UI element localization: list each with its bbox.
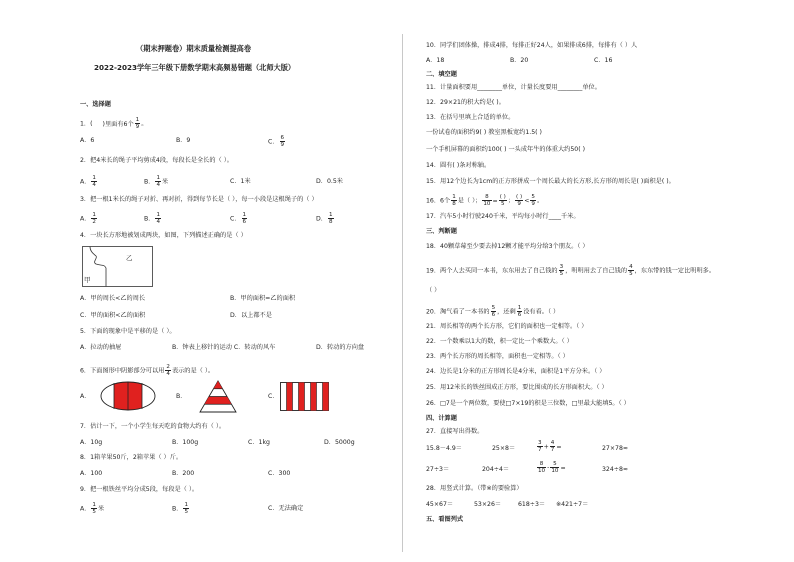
question-5: 5．下面的现象中是平移的是（ ）。: [80, 328, 176, 335]
q1-option-c: C． $\frac{6}{9}$: [268, 135, 285, 148]
question-27: 27．直接写出得数。: [426, 428, 484, 435]
q2-option-b: B． $\frac{1}{4}$ 米: [144, 175, 169, 188]
q5-option-d: D．转动的方向盘: [316, 344, 365, 351]
calc-1b: 25×8＝: [492, 445, 516, 452]
q8-option-c: C．300: [268, 470, 291, 477]
question-7: 7．估计一下，一个小学生每天吃的食物大约有（ ）。: [80, 423, 226, 430]
q4-option-d: D．以上都不是: [230, 312, 272, 319]
section-choice: 一、选择题: [80, 101, 111, 108]
question-8: 8．1箱苹果50斤，2箱苹果（ ）斤。: [80, 454, 183, 461]
question-13: 13．在括号里填上合适的单位。: [426, 114, 515, 121]
calc-2a: 27÷3＝: [426, 466, 450, 473]
q9-option-c: C．无法确定: [268, 505, 304, 512]
question-26: 26．□7是一个两位数，要使□7×19的积是三位数，□里最大能填5。（ ）: [426, 400, 630, 407]
question-10: 10．同学们团体操，排成4排，每排正好24人，如果排成6排，每排有（ ）人: [426, 42, 638, 49]
oval-shaded-figure: [100, 381, 156, 411]
q1-option-b: B．9: [176, 137, 191, 144]
calc-3a: 45×67＝: [426, 501, 454, 508]
q10-option-a: A．18: [426, 57, 445, 64]
q7-option-c: C．1kg: [248, 439, 270, 446]
question-3: 3．把一根1米长的绳子对折、再对折，得到每节长是（ ），每一小段是这根绳子的（ ）: [80, 196, 318, 203]
q6-option-a: A．: [80, 393, 91, 400]
q6-option-c: C．: [268, 393, 279, 400]
divided-rectangle-figure: [82, 246, 154, 288]
section-picture: 五、看图列式: [426, 516, 464, 523]
title-line-2: 2022-2023学年三年级下册数学期末高频易错题（北师大版）: [94, 63, 296, 72]
fraction: $\frac{1}{9}$: [135, 117, 140, 130]
calc-1c: $\frac{3}{7}$ + $\frac{4}{7}$ =: [538, 440, 562, 453]
q7-option-d: D．5000g: [324, 439, 355, 446]
question-16: 16．6个 $\frac{1}{8}$ 是（ ）； $\frac{8}{10}$ = $\frac{( )}{5}$ ； $\frac{( )}{9}$ < $\frac{5}{9}$ 。: [426, 194, 544, 207]
calc-1d: 27×78≈: [602, 445, 629, 452]
q9-option-a: A． $\frac{1}{5}$ 米: [80, 502, 105, 515]
question-22: 22．一个数乘以1大的数，积一定比一个乘数大。（ ）: [426, 338, 573, 345]
calc-2d: 324÷8≈: [602, 466, 629, 473]
q8-option-a: A．100: [80, 470, 103, 477]
q10-option-c: C．16: [594, 57, 613, 64]
q1-option-a: A．6: [80, 137, 95, 144]
q4-option-b: B．甲的面积=乙的面积: [230, 295, 296, 302]
q8-option-b: B．200: [172, 470, 195, 477]
figure-label-jia: 甲: [84, 276, 91, 284]
calc-2c: $\frac{8}{10}$ - $\frac{5}{10}$ =: [538, 461, 566, 474]
question-14: 14．圆有( )条对称轴。: [426, 162, 491, 169]
question-21: 21．周长相等的两个长方形，它们的面积也一定相等。（ ）: [426, 323, 588, 330]
q7-option-a: A．10g: [80, 439, 103, 446]
question-11: 11．计量面积要用________单位，计量长度要用________单位。: [426, 84, 601, 91]
q3-option-a: A． $\frac{1}{2}$: [80, 212, 96, 225]
question-23: 23．两个长方形的周长相等，面积也一定相等。（ ）: [426, 353, 569, 360]
q4-option-c: C．甲的面积<乙的面积: [80, 312, 146, 319]
q4-option-a: A．甲的周长<乙的周长: [80, 295, 146, 302]
section-calc: 四、计算题: [426, 415, 457, 422]
question-15: 15．用12个边长为1cm的正方形拼成一个周长最大的长方形,长方形的周长是( )面积是( )。: [426, 178, 675, 185]
question-13-line-b: 一个手机屏幕的面积约100( ) 一头成年牛的体重大约50( ): [426, 146, 585, 153]
section-judge: 三、判断题: [426, 228, 457, 235]
question-19: 19．两个人去买同一本书，东东用去了自己钱的 $\frac{3}{5}$ ，明明用去了自己钱的 $\frac{4}{5}$ ，东东带的钱一定比明明多。: [426, 264, 716, 277]
q3-option-c: C． $\frac{1}{6}$: [230, 212, 247, 225]
q2-option-c: C．1米: [230, 178, 251, 185]
question-12: 12．29×21的积大约是( )。: [426, 99, 505, 106]
figure-label-yi: 乙: [126, 254, 133, 262]
rectangle-shaded-figure: [280, 382, 330, 412]
q6-option-b: B．: [176, 393, 187, 400]
calc-1a: 15.8－4.9＝: [426, 445, 462, 452]
triangle-shaded-figure: [198, 380, 238, 413]
question-2: 2．把4米长的绳子平均剪成4段，每段长是全长的（ ）。: [80, 157, 233, 164]
calc-3d: ※421÷7＝: [556, 501, 589, 508]
question-9: 9．把一根铁丝平均分成5段，每段是（ ）。: [80, 486, 199, 493]
question-28: 28．用竖式计算。（带※的要验算）: [426, 485, 523, 492]
q3-option-b: B． $\frac{1}{4}$: [144, 212, 160, 225]
question-19-answer: （ ）: [426, 287, 441, 294]
q9-option-b: B． $\frac{1}{5}$: [172, 502, 188, 515]
q2-option-a: A． $\frac{1}{4}$: [80, 175, 96, 188]
question-4: 4．一块长方形地被划成两块，如图，下列描述正确的是（ ）: [80, 232, 247, 239]
question-25: 25．用12米长的铁丝围成正方形，要比围成的长方形面积大。（ ）: [426, 384, 608, 391]
title-line-1: （期末押题卷）期末质量检测提高卷: [136, 44, 252, 53]
calc-3c: 618÷3＝: [518, 501, 546, 508]
question-13-line-a: 一份试卷的面积约9( ) 教室黑板宽约1.5( ): [426, 129, 542, 136]
question-6: 6．下面图形中阴影部分可以用 $\frac{2}{4}$ 表示的是（ ）。: [80, 364, 215, 377]
column-divider: [402, 34, 403, 552]
q5-option-b: B．钟表上移针的运动 C．转动的风车: [172, 344, 276, 351]
q7-option-b: B．100g: [172, 439, 199, 446]
question-17: 17．汽车5小时行驶240千米，平均每小时行____千米。: [426, 213, 580, 220]
calc-3b: 53×26＝: [474, 501, 502, 508]
section-fill: 二、填空题: [426, 71, 457, 78]
q2-option-d: D．0.5米: [316, 178, 343, 185]
question-18: 18．40颗草莓至少要去掉12颗才能平均分给3个朋友。（ ）: [426, 243, 589, 250]
question-24: 24．边长是1分米的正方形周长是4分米，面积是1平方分米。（ ）: [426, 368, 606, 375]
question-20: 20．淘气看了一本书的 $\frac{5}{6}$ ，还剩 $\frac{1}{6}$ 没有看。（ ）: [426, 305, 560, 318]
calc-2b: 204÷4＝: [482, 466, 510, 473]
q10-option-b: B．20: [510, 57, 529, 64]
question-1: 1．( )里面有6个 $\frac{1}{9}$ 。: [80, 117, 148, 130]
q5-option-a: A．拉动的抽屉: [80, 344, 122, 351]
q3-option-d: D． $\frac{1}{8}$: [316, 212, 333, 225]
